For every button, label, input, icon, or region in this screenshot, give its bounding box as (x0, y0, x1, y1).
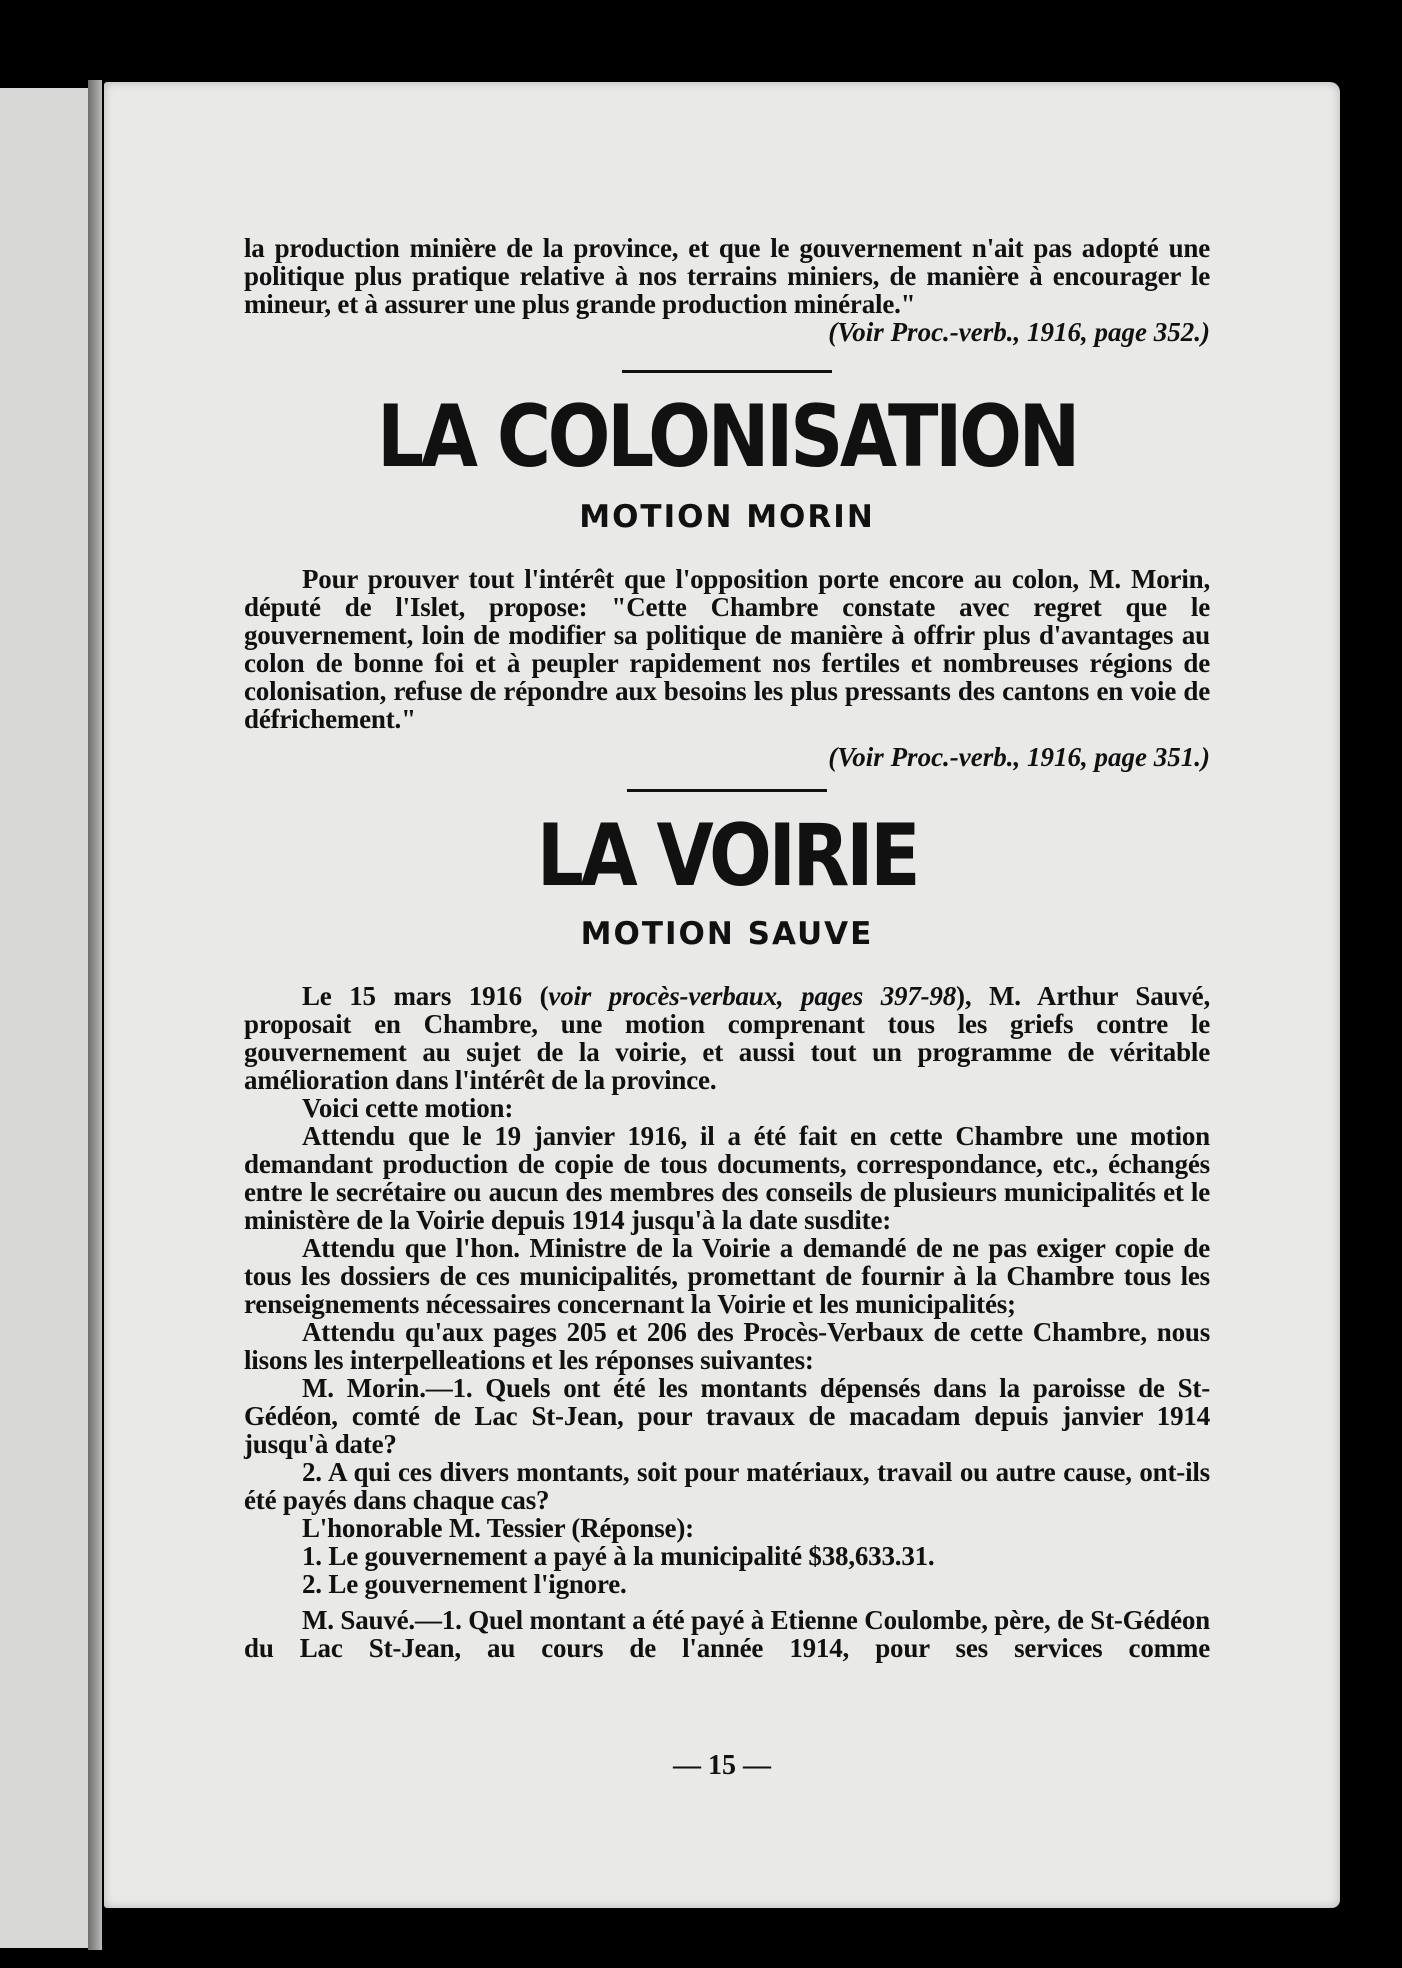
section-divider (622, 370, 832, 373)
attendu-paragraph-2: Attendu que l'hon. Ministre de la Voirie a demandé de ne pas exiger copie de tous les dossiers de ces municipalités, promettant de fournir à la Chambre tous les renseignements nécessaires concernant la Voirie et les municipalités; (244, 1233, 1210, 1319)
question-morin-2: 2. A qui ces divers montants, soit pour matériaux, travail ou autre cause, ont-ils été payés dans chaque cas? (244, 1457, 1210, 1515)
voirie-intro-paragraph: Le 15 mars 1916 (voir procès-verbaux, pages 397-98), M. Arthur Sauvé, proposait en Chambre, une motion comprenant tous les griefs contre le gouvernement au sujet de la voirie, et aussi tout un programme de véritable amélioration dans l'intérêt de la province. (244, 981, 1210, 1095)
answer-2: 2. Le gouvernement l'ignore. (302, 1569, 627, 1599)
document-page (104, 82, 1340, 1908)
section-subtitle-morin: MOTION MORIN (579, 499, 875, 535)
answer-intro: L'honorable M. Tessier (Réponse): (302, 1513, 694, 1543)
page-number: — 15 — (673, 1750, 771, 1781)
attendu-paragraph-3: Attendu qu'aux pages 205 et 206 des Procès-Verbaux de cette Chambre, nous lisons les interpelleations et les réponses suivantes: (244, 1317, 1210, 1375)
question-sauve-1: M. Sauvé.—1. Quel montant a été payé à Etienne Coulombe, père, de St-Gédéon du Lac St-Jean, au cours de l'année 1914, pour ses services comme (244, 1605, 1210, 1663)
book-spine-shadow (88, 80, 102, 1950)
question-morin-1: M. Morin.—1. Quels ont été les montants dépensés dans la paroisse de St-Gédéon, comté de Lac St-Jean, pour travaux de macadam depuis janvier 1914 jusqu'à date? (244, 1373, 1210, 1459)
intro-paragraph: la production minière de la province, et que le gouvernement n'ait pas adopté une politique plus pratique relative à nos terrains miniers, de manière à encourager le mineur, et à assurer une plus grande production minérale." (244, 233, 1210, 319)
section-title-colonisation: LA COLONISATION (377, 387, 1077, 487)
section-title-voirie: LA VOIRIE (536, 806, 918, 906)
voici-line: Voici cette motion: (302, 1093, 514, 1123)
answer-1: 1. Le gouvernement a payé à la municipalité $38,633.31. (302, 1541, 935, 1571)
section-subtitle-sauve: MOTION SAUVE (580, 916, 874, 952)
left-page-edge (0, 88, 98, 1948)
section-divider (627, 789, 827, 792)
page-content (244, 234, 1210, 1662)
voirie-intro-reference: voir procès-verbaux, pages 397-98 (548, 981, 957, 1011)
colonisation-paragraph: Pour prouver tout l'intérêt que l'opposition porte encore au colon, M. Morin, député de l'Islet, propose: "Cette Chambre constate avec regret que le gouvernement, loin de modifier sa politique de manière à offrir plus d'avantages au colon de bonne foi et à peupler rapidement nos fertiles et nombreuses régions de colonisation, refuse de répondre aux besoins les plus pressants des cantons en voie de défrichement." (244, 564, 1210, 734)
colonisation-reference: (Voir Proc.-verb., 1916, page 351.) (828, 742, 1210, 772)
attendu-paragraph-1: Attendu que le 19 janvier 1916, il a été fait en cette Chambre une motion demandant production de copie de tous documents, correspondance, etc., échangés entre le secrétaire ou aucun des membres des conseils de plusieurs municipalités et le ministère de la Voirie depuis 1914 jusqu'à la date susdite: (244, 1121, 1210, 1235)
intro-reference: (Voir Proc.-verb., 1916, page 352.) (828, 317, 1210, 347)
